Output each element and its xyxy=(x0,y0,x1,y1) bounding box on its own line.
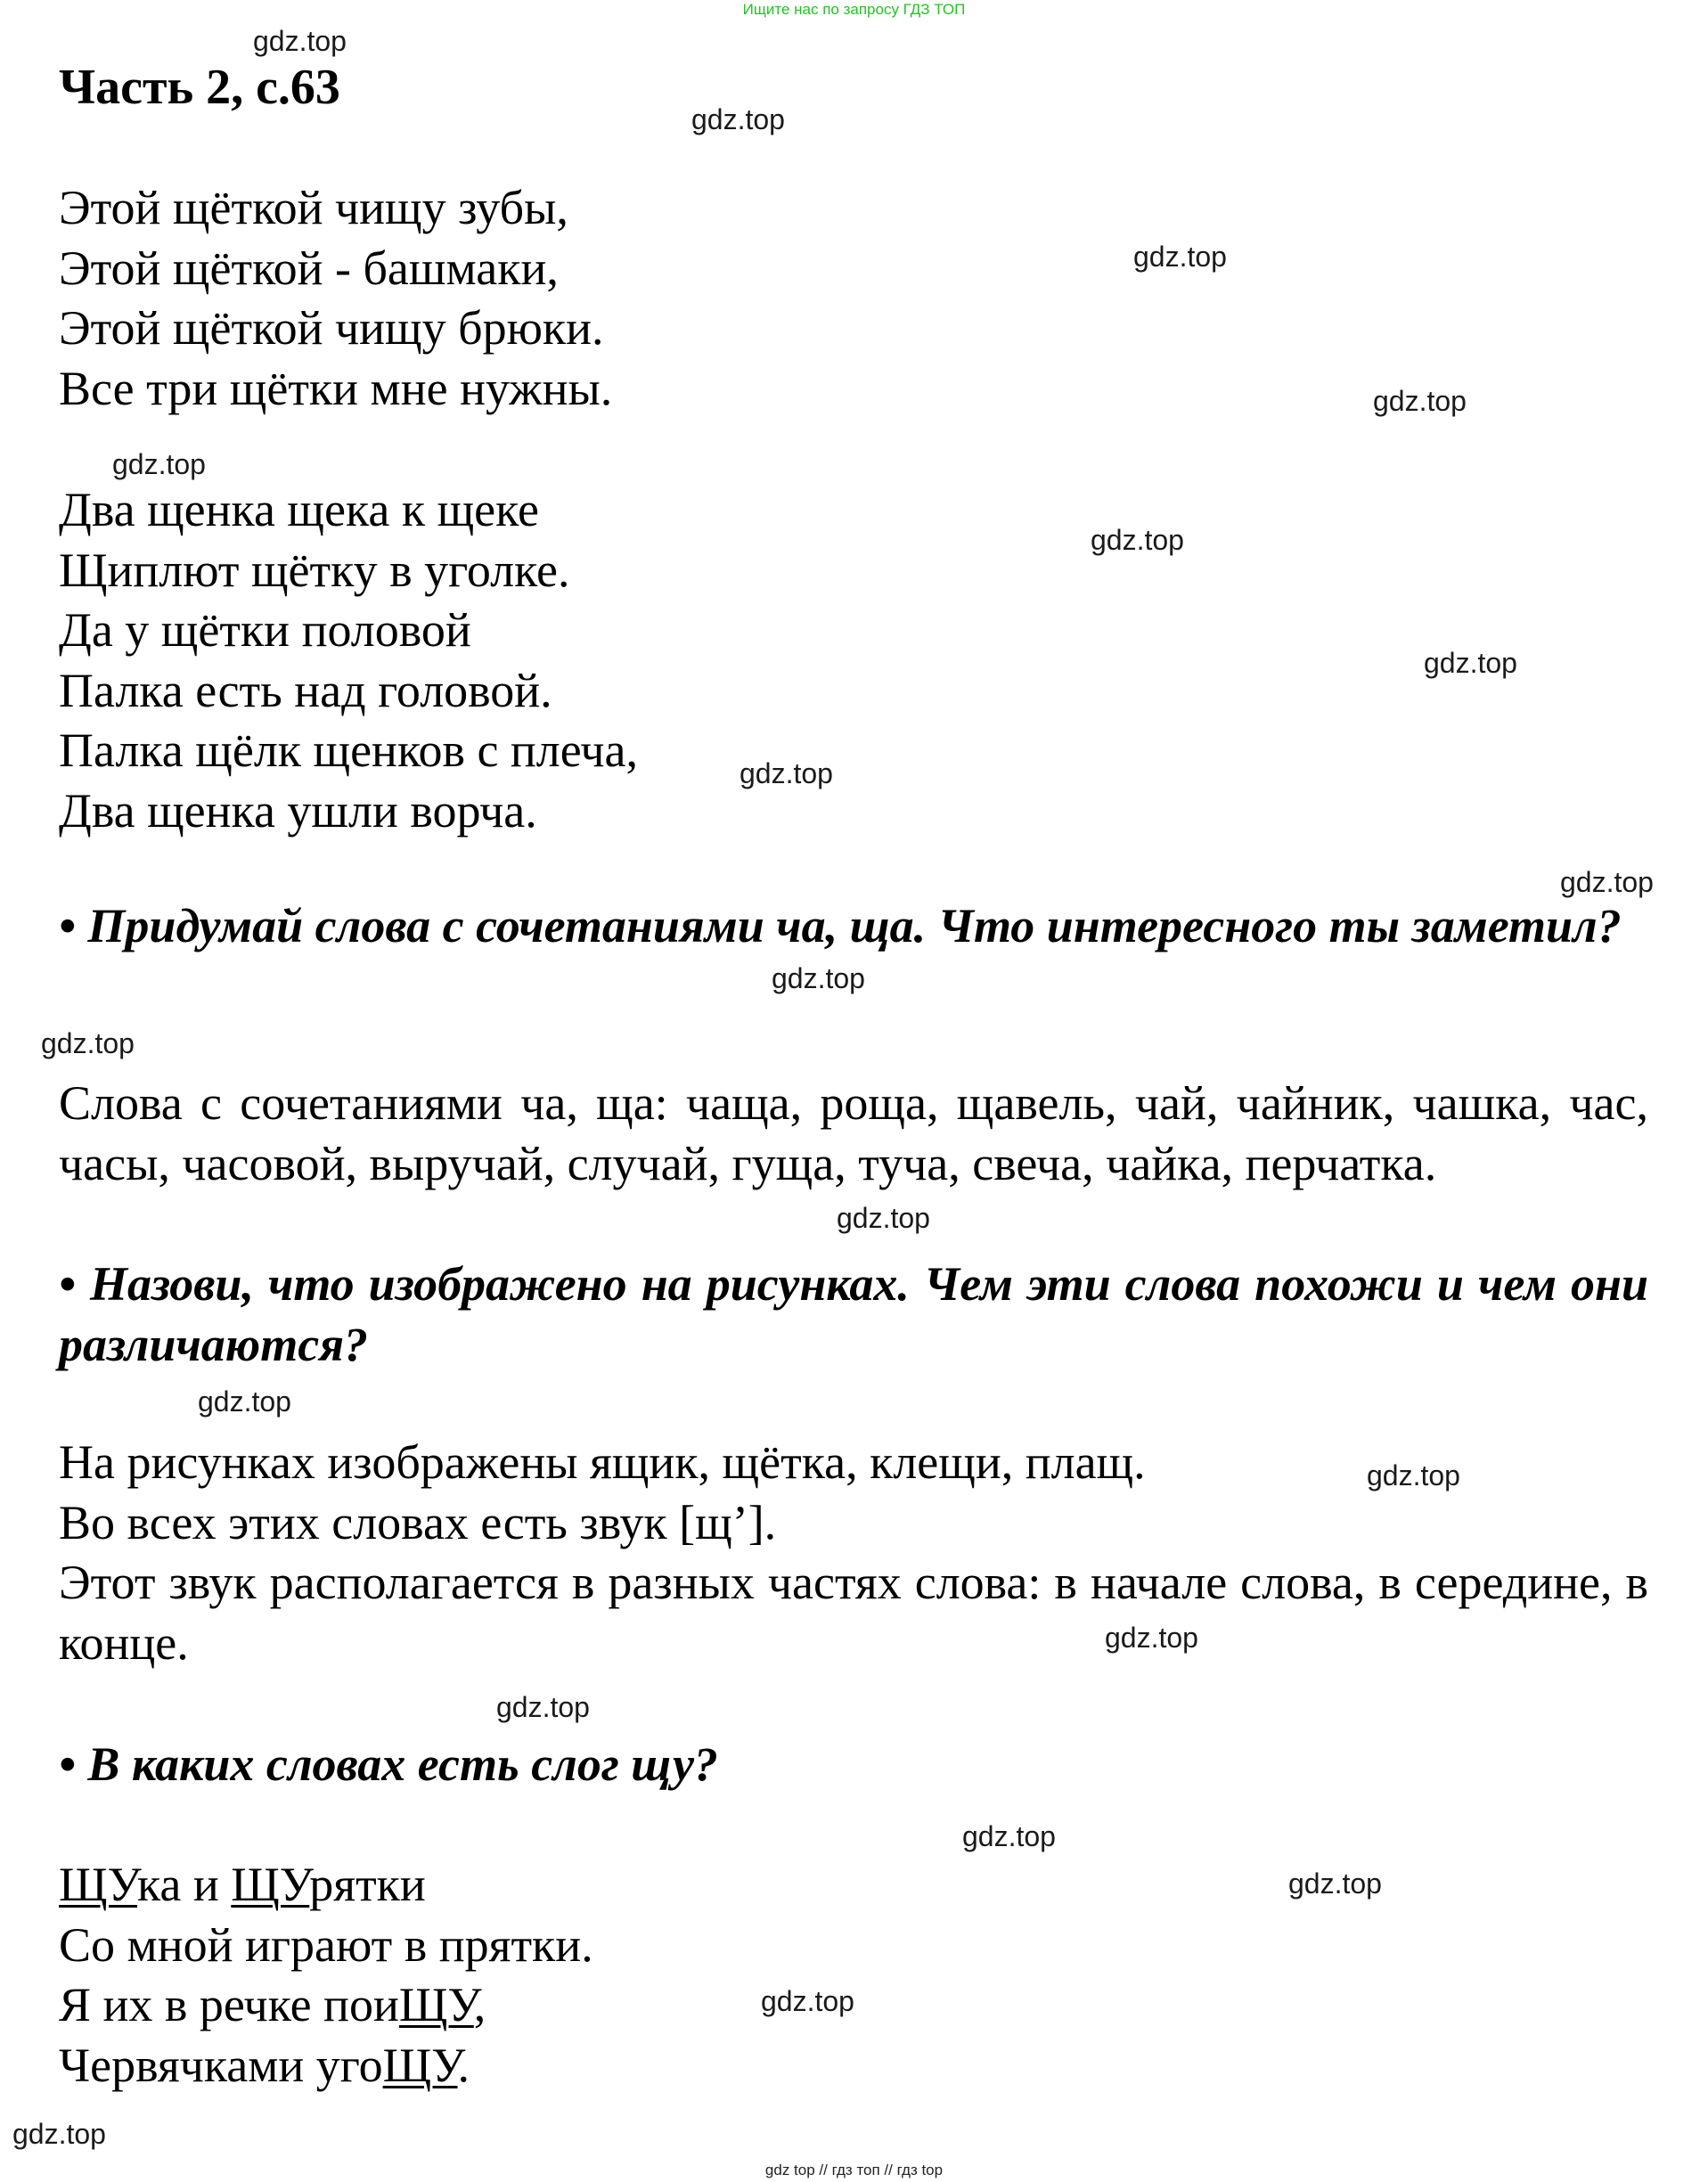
watermark: gdz.top xyxy=(12,2118,106,2150)
watermark: gdz.top xyxy=(1133,241,1227,273)
watermark: gdz.top xyxy=(41,1027,135,1059)
poem-line: Этой щёткой - башмаки, xyxy=(59,241,559,295)
watermark: gdz.top xyxy=(962,1820,1056,1852)
question-pictures: • Назови, что изображено на рисунках. Чем эти слова похожи и чем они различаются? xyxy=(59,1257,1648,1371)
page-title: Часть 2, с.63 xyxy=(59,60,340,115)
top-banner[interactable]: Ищите нас по запросу ГДЗ ТОП xyxy=(742,1,966,18)
watermark: gdz.top xyxy=(253,25,347,57)
poem-line: Два щенка ушли ворча. xyxy=(59,783,537,838)
poem-line: Палка щёлк щенков с плеча, xyxy=(59,723,639,777)
syllable-shchu: ЩУ xyxy=(59,1858,137,1911)
watermark: gdz.top xyxy=(1367,1459,1460,1491)
syllable-shchu: ЩУ xyxy=(398,1978,474,2031)
text-fragment: Червячками уго xyxy=(59,2038,383,2092)
watermark: gdz.top xyxy=(740,757,833,789)
watermark: gdz.top xyxy=(761,1985,854,2017)
watermark: gdz.top xyxy=(112,448,206,480)
poem-line: Щиплют щётку в уголке. xyxy=(59,543,570,597)
syllable-shchu: ЩУ xyxy=(382,2038,458,2092)
answer-pictures xyxy=(59,1433,1648,1553)
text-fragment: , xyxy=(473,1978,486,2031)
answer-line: На рисунках изображены ящик, щётка, клещи, плащ. xyxy=(59,1435,1146,1489)
watermark: gdz.top xyxy=(1105,1622,1198,1654)
poem-line: Два щенка щека к щеке xyxy=(59,483,539,536)
text-fragment: . xyxy=(457,2038,470,2092)
poem-pike xyxy=(59,1855,1648,2096)
poem-line: Палка есть над головой. xyxy=(59,663,552,717)
poem-line xyxy=(59,2036,1648,2096)
watermark: gdz.top xyxy=(1091,524,1184,556)
watermark: gdz.top xyxy=(496,1691,590,1723)
question-shchu: • В каких словах есть слог щу? xyxy=(59,1737,718,1791)
watermark: gdz.top xyxy=(691,103,785,135)
question-cha-shcha: • Придумай слова с сочетаниями ча, ща. Что интересного ты заметил? xyxy=(59,899,1622,952)
text-fragment: Я их в речке пои xyxy=(59,1978,399,2031)
poem-line: Да у щётки половой xyxy=(59,603,471,657)
watermark: gdz.top xyxy=(198,1385,291,1418)
watermark: gdz.top xyxy=(1560,866,1654,898)
poem-puppies xyxy=(59,480,1648,841)
watermark: gdz.top xyxy=(1288,1867,1382,1900)
watermark: gdz.top xyxy=(1424,647,1517,679)
footer[interactable]: gdz top // гдз топ // гдз top xyxy=(764,2162,944,2178)
poem-line: Все три щётки мне нужны. xyxy=(59,361,613,415)
text-fragment: рятки xyxy=(309,1858,426,1911)
answer-sound-position: Этот звук располагается в разных частях слова: в начале слова, в середине, в конце. xyxy=(59,1556,1648,1670)
text-fragment: ка и xyxy=(136,1858,232,1911)
watermark: gdz.top xyxy=(772,962,865,994)
syllable-shchu: ЩУ xyxy=(231,1858,310,1911)
answer-line: Во всех этих словах есть звук [щ’]. xyxy=(59,1495,777,1549)
poem-line: Со мной играют в прятки. xyxy=(59,1917,593,1972)
watermark: gdz.top xyxy=(1373,385,1467,417)
poem-brush xyxy=(59,178,1648,419)
answer-cha-shcha: Слова с сочетаниями ча, ща: чаща, роща, щавель, чай, чайник, чашка, час, часы, часовой, выручай, случай, гуща, туча, свеча, чайка, перчатка. xyxy=(59,1076,1648,1190)
poem-line: Этой щёткой чищу зубы, xyxy=(59,181,568,234)
poem-line: Этой щёткой чищу брюки. xyxy=(59,301,604,355)
watermark: gdz.top xyxy=(837,1202,930,1234)
poem-line xyxy=(59,1855,1648,1916)
